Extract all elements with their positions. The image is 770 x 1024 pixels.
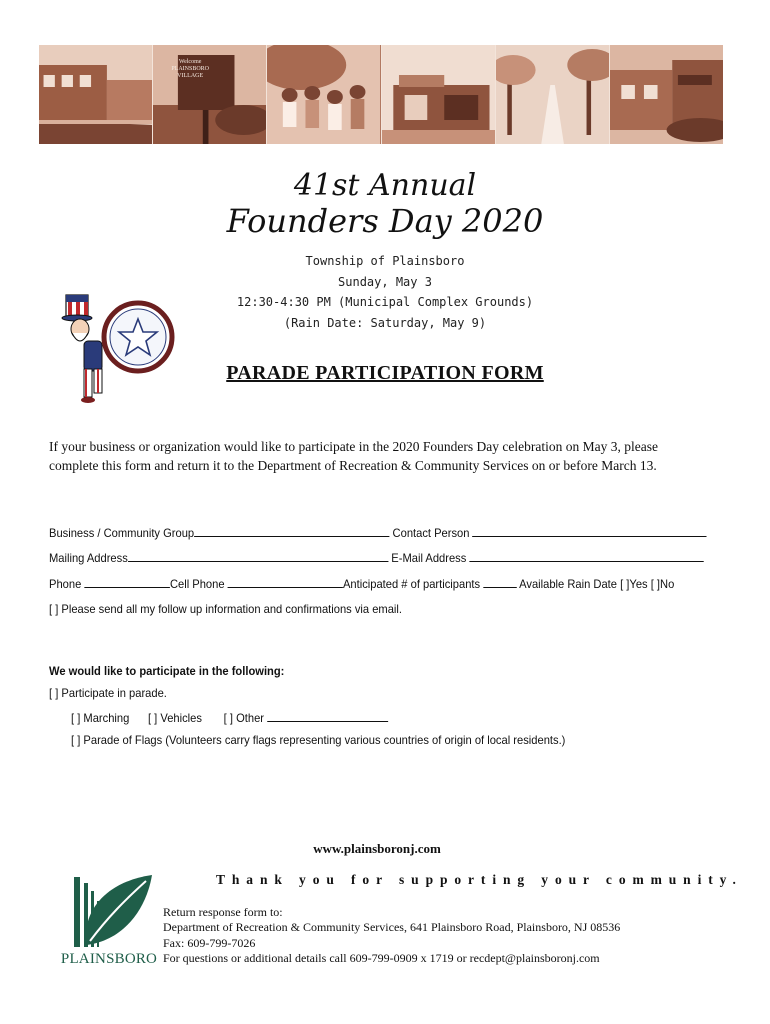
contact-label: Contact Person bbox=[392, 526, 470, 540]
return-line-2: Department of Recreation & Community Services, 641 Plainsboro Road, Plainsboro, NJ 08536 bbox=[163, 920, 621, 935]
phone-row bbox=[49, 576, 674, 591]
event-township: Township of Plainsboro bbox=[305, 254, 465, 268]
vehicles-checkbox[interactable]: [ ] bbox=[147, 711, 158, 725]
participation-heading: We would like to participate in the following: bbox=[49, 664, 285, 678]
business-row bbox=[49, 525, 707, 540]
marching-checkbox[interactable]: [ ] bbox=[71, 711, 81, 725]
banner-photo-village-sign bbox=[153, 45, 267, 144]
return-info bbox=[163, 905, 753, 967]
flags-label: Parade of Flags (Volunteers carry flags representing various countries of origin of local residents.) bbox=[83, 733, 566, 747]
event-time-place: 12:30-4:30 PM (Municipal Complex Grounds) bbox=[236, 295, 534, 309]
business-field[interactable] bbox=[194, 525, 389, 537]
email-label: E-Mail Address bbox=[391, 551, 467, 565]
banner-photo-crowd bbox=[267, 45, 381, 144]
intro-line-2: complete this form and return it to the Department of Recreation & Community Services on or before March 13. bbox=[49, 458, 657, 473]
mailing-field[interactable] bbox=[128, 550, 388, 562]
vehicles-label: Vehicles bbox=[160, 711, 202, 725]
mailing-row bbox=[49, 550, 704, 565]
email-opt-in-row bbox=[49, 602, 402, 616]
intro-line-1: If your business or organization would like to participate in the 2020 Founders Day celebration on May 3, please bbox=[49, 439, 658, 454]
other-field[interactable] bbox=[267, 710, 388, 722]
village-sign-text bbox=[171, 59, 209, 80]
event-title-line-2: Founders Day 2020 bbox=[226, 202, 544, 240]
event-title-line-1: 41st Annual bbox=[293, 168, 477, 203]
yes-label: Yes bbox=[629, 577, 648, 591]
participants-label: Anticipated # of participants bbox=[342, 577, 481, 591]
email-opt-in-checkbox[interactable]: [ ] bbox=[49, 602, 59, 616]
no-label: No bbox=[660, 577, 675, 591]
return-line-3: Fax: 609-799-7026 bbox=[163, 935, 256, 950]
mailing-label: Mailing Address bbox=[49, 551, 128, 565]
cell-label: Cell Phone bbox=[169, 577, 225, 591]
email-opt-in-label: Please send all my follow up information and confirmations via email. bbox=[61, 602, 402, 616]
flags-checkbox[interactable]: [ ] bbox=[71, 733, 81, 747]
sign-line-plainsboro: PLAINSBORO bbox=[171, 66, 210, 72]
participants-field[interactable] bbox=[483, 576, 516, 588]
return-line-1: Return response form to: bbox=[163, 905, 283, 919]
rain-label: Available Rain Date bbox=[519, 577, 617, 591]
phone-label: Phone bbox=[49, 577, 82, 591]
photo-banner bbox=[39, 45, 723, 144]
banner-photo-street bbox=[39, 45, 153, 144]
sign-line-village: VILLAGE bbox=[177, 73, 204, 79]
other-checkbox[interactable]: [ ] bbox=[223, 711, 233, 725]
plainsboro-logo-text: PLAINSBORO bbox=[60, 951, 158, 967]
yes-checkbox[interactable]: [ ] bbox=[620, 577, 630, 591]
parade-checkbox[interactable]: [ ] bbox=[49, 686, 59, 700]
return-line-4: For questions or additional details call 609-799-0909 x 1719 or recdept@plainsboronj.com bbox=[163, 951, 600, 966]
uncle-sam-drum-icon bbox=[58, 293, 178, 405]
contact-field[interactable] bbox=[473, 525, 707, 537]
website-link[interactable]: www.plainsboronj.com bbox=[313, 841, 441, 856]
event-rain-date: (Rain Date: Saturday, May 9) bbox=[283, 315, 487, 330]
intro-paragraph bbox=[49, 437, 729, 475]
parade-row bbox=[49, 686, 167, 700]
other-label: Other bbox=[236, 711, 264, 725]
thank-you-line: Thank you for supporting your community. bbox=[216, 872, 743, 887]
no-checkbox[interactable]: [ ] bbox=[650, 577, 661, 591]
banner-photo-building bbox=[382, 45, 496, 144]
email-field[interactable] bbox=[469, 550, 703, 562]
phone-field[interactable] bbox=[84, 576, 170, 588]
sign-line-welcome: Welcome bbox=[178, 59, 202, 65]
form-heading: PARADE PARTICIPATION FORM bbox=[226, 362, 544, 384]
parade-options-row bbox=[71, 710, 388, 725]
business-label: Business / Community Group bbox=[49, 526, 195, 540]
banner-photo-tree-road bbox=[496, 45, 610, 144]
banner-photo-shops bbox=[610, 45, 723, 144]
parade-label: Participate in parade. bbox=[61, 686, 167, 700]
event-date: Sunday, May 3 bbox=[338, 274, 432, 289]
cell-field[interactable] bbox=[228, 576, 343, 588]
flags-row bbox=[71, 733, 565, 747]
marching-label: Marching bbox=[83, 711, 130, 725]
